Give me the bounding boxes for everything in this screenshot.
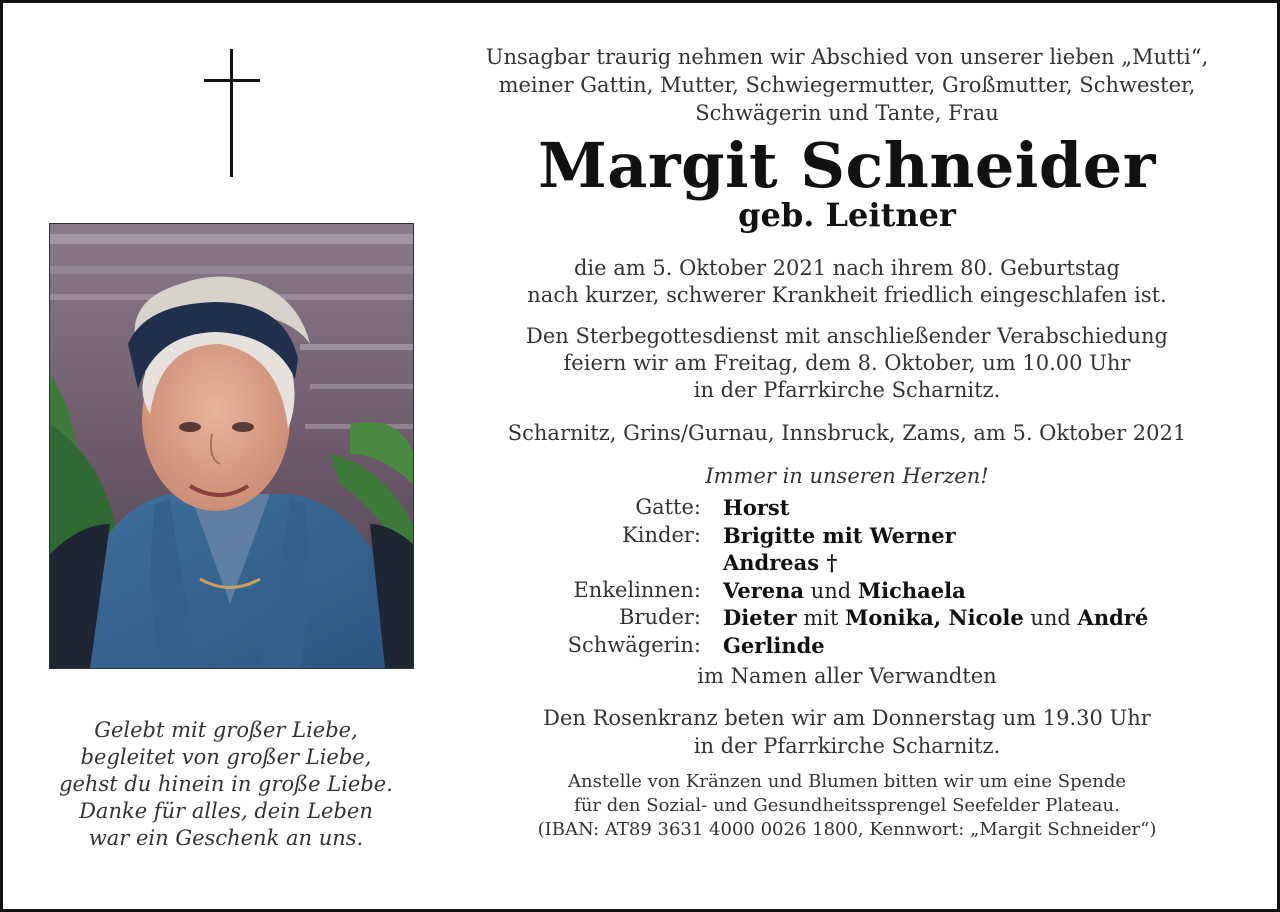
- relatives-line: im Namen aller Verwandten: [697, 664, 997, 688]
- donation-notice: [465, 770, 1229, 842]
- family-role: Schwägerin:: [567, 632, 701, 657]
- death-line: die am 5. Oktober 2021 nach ihrem 80. Geburtstag: [573, 256, 1120, 280]
- family-member-name: André: [1077, 605, 1149, 630]
- family-row: [465, 604, 1229, 632]
- intro-line: Schwägerin und Tante, Frau: [695, 101, 999, 125]
- donation-line: Anstelle von Kränzen und Blumen bitten wir um eine Spende: [567, 771, 1127, 792]
- family-member-name: Dieter: [723, 605, 797, 630]
- family-member-name: Horst: [723, 495, 790, 520]
- family-list: [465, 494, 1229, 659]
- funeral-notice: [465, 323, 1229, 404]
- family-row: [465, 494, 1229, 522]
- motto: Immer in unseren Herzen!: [705, 464, 989, 488]
- cross-icon: [204, 49, 260, 177]
- memorial-poem: [43, 717, 409, 852]
- maiden-name: geb. Leitner: [738, 196, 956, 234]
- intro-text: [465, 43, 1229, 127]
- family-members: [723, 577, 966, 605]
- intro-line: meiner Gattin, Mutter, Schwiegermutter, Großmutter, Schwester,: [498, 73, 1196, 97]
- funeral-line: in der Pfarrkirche Scharnitz.: [693, 378, 1001, 402]
- family-members: [723, 632, 825, 660]
- announcement-text: [465, 43, 1229, 842]
- family-members: [723, 494, 789, 522]
- place-date: Scharnitz, Grins/Gurnau, Innsbruck, Zams, am 5. Oktober 2021: [507, 421, 1187, 445]
- family-member-name: Verena: [723, 577, 805, 603]
- portrait-photo: [49, 223, 414, 669]
- poem-line: gehst du hinein in große Liebe.: [59, 772, 393, 796]
- family-role: Enkelinnen:: [573, 577, 701, 602]
- death-line: nach kurzer, schwerer Krankheit friedlich eingeschlafen ist.: [527, 283, 1167, 307]
- donation-line: (IBAN: AT89 3631 4000 0026 1800, Kennwort: „Margit Schneider“): [537, 819, 1157, 840]
- poem-line: begleitet von großer Liebe,: [80, 745, 372, 769]
- family-members: [723, 522, 956, 550]
- family-member-name: Michaela: [857, 577, 966, 603]
- intro-line: Unsagbar traurig nehmen wir Abschied von unserer lieben „Mutti“,: [485, 45, 1209, 69]
- poem-line: war ein Geschenk an uns.: [88, 826, 364, 850]
- family-member-name: Brigitte mit Werner: [723, 522, 956, 548]
- rosary-notice: [465, 704, 1229, 760]
- family-connector: und: [1023, 606, 1078, 630]
- family-role: Bruder:: [619, 605, 701, 629]
- family-connector: und: [804, 578, 858, 603]
- family-row: [465, 632, 1229, 660]
- funeral-line: feiern wir am Freitag, dem 8. Oktober, um 10.00 Uhr: [563, 351, 1131, 375]
- family-member-name: Gerlinde: [723, 632, 825, 658]
- rosary-line: Den Rosenkranz beten wir am Donnerstag um 19.30 Uhr: [543, 706, 1151, 730]
- family-role: [465, 549, 723, 577]
- deceased-name: Margit Schneider: [538, 129, 1156, 202]
- death-notice: [465, 255, 1229, 309]
- family-members: [723, 549, 837, 577]
- family-row: [465, 577, 1229, 605]
- family-row: [465, 549, 1229, 577]
- family-members: [723, 604, 1148, 632]
- family-member-name: Andreas †: [723, 550, 838, 575]
- poem-line: Gelebt mit großer Liebe,: [94, 718, 358, 742]
- family-role: Kinder:: [622, 522, 701, 547]
- donation-line: für den Sozial- und Gesundheitssprengel Seefelder Plateau.: [574, 795, 1120, 816]
- family-member-name: Monika, Nicole: [845, 605, 1024, 630]
- family-role: Gatte:: [635, 495, 701, 519]
- rosary-line: in der Pfarrkirche Scharnitz.: [693, 734, 1001, 758]
- funeral-line: Den Sterbegottesdienst mit anschließender Verabschiedung: [526, 324, 1168, 348]
- family-row: [465, 522, 1229, 550]
- poem-line: Danke für alles, dein Leben: [79, 799, 373, 823]
- family-connector: mit: [796, 606, 846, 630]
